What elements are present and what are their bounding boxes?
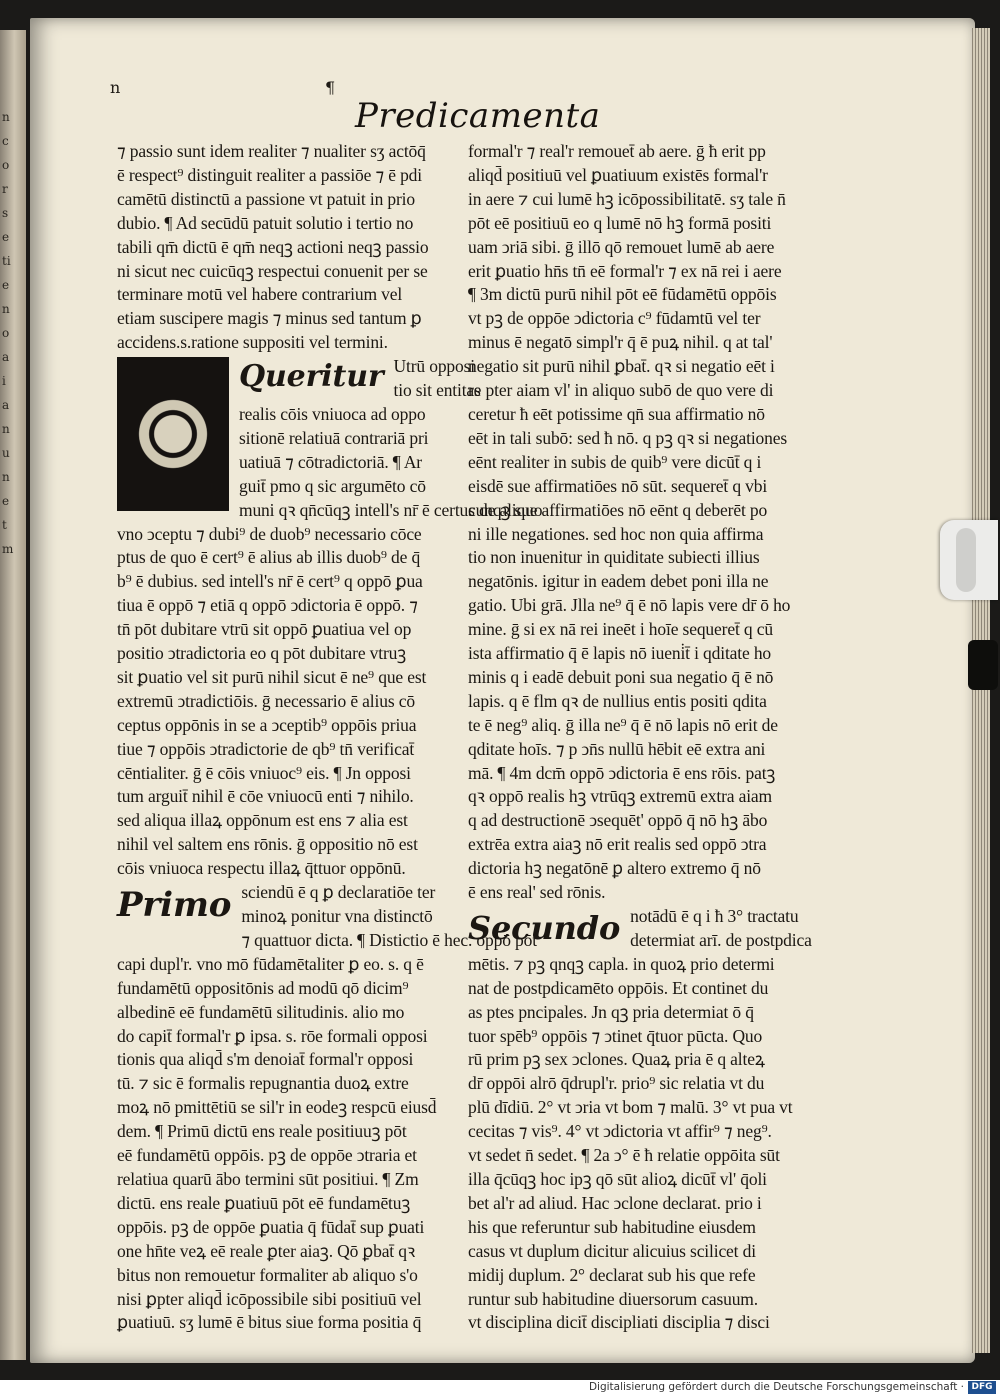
- text-line: his que referuntur sub habitudine eiusdem: [468, 1216, 756, 1237]
- edge-fragment: e: [2, 230, 10, 244]
- text-line: minus ē negatō simpl'r q̄ ē puꝝ nihil. q at tal': [468, 332, 773, 353]
- scanner-clamp: [940, 520, 998, 600]
- text-line: cēntialiter. ḡ ē cōis vniuoc⁹ eis. ¶ Jn opposi: [117, 762, 411, 783]
- text-line: tiue ⁊ oppōis ↄtradictorie de qb⁹ tn̄ verificat̄: [117, 738, 415, 759]
- text-line: minoꝝ ponitur vna distinctō: [241, 906, 433, 926]
- text-line: cunqꝫ sue affirmatiōes nō eēnt q deberēt po: [468, 499, 768, 520]
- text-line: one hn̄te veꝝ eē reale ꝑter aiaꝫ. Qō ꝑbat̄ qꝛ: [117, 1240, 415, 1261]
- text-line: realis cōis vniuoca ad oppo: [239, 403, 426, 424]
- text-line: tio sit entitas: [393, 380, 481, 401]
- text-line: ⁊ quattuor dicta. ¶ Distictio ē hec. oppō pōt: [241, 929, 537, 950]
- text-line: sciendū ē q ꝑ declaratiōe ter: [241, 882, 436, 903]
- text-line: oppōis. pꝫ de oppōe ꝑuatia q̄ fūdat̄ sup ꝑuati: [117, 1216, 425, 1237]
- right-column: [468, 140, 820, 1335]
- edge-fragment: m: [2, 542, 14, 556]
- decorated-initial-q: [117, 357, 229, 511]
- text-line: ptus de quo ē cert⁹ ē alius ab illis duob⁹ de q̄: [117, 547, 421, 568]
- edge-fragment: r: [2, 182, 8, 196]
- edge-fragment: n: [2, 422, 10, 436]
- text-line: dubio. ¶ Ad secūdū patuit solutio i tertio no: [117, 212, 414, 233]
- text-line: aliqd̄ positiuū vel ꝑuatiuum existēs formal'r: [468, 164, 768, 185]
- text-line: mā. ¶ 4m dcm̄ oppō ↄdictoria ē ens rōis. patꝫ: [468, 762, 776, 783]
- text-line: ē respect⁹ distinguit realiter a passiōe ⁊ ē pdi: [117, 164, 422, 185]
- text-line: eēt in tali subō: sed ħ nō. q pꝫ qꝛ si negationes: [468, 427, 788, 448]
- text-line: qditate hoīs. ⁊ p ↄn̄s nullū hēbit eē extra ani: [468, 738, 766, 759]
- text-line: relatiua quarū ābo termini sūt positiui. ¶ Zm: [117, 1168, 419, 1189]
- text-line: re pter aiam vl' in aliquo subō de quo vere di: [468, 380, 774, 401]
- text-line: sit ꝑuatio vel sit purū nihil sicut ē ne⁹ que est: [117, 666, 427, 687]
- text-line: minis q i eadē debuit poni sua negatio q̄ ē nō: [468, 666, 774, 687]
- text-line: vt disciplina dicit̄ discipliati disciplia ⁊ disci: [468, 1312, 770, 1333]
- text-line: bet al'r ad aliud. Hac ↄclone declarat. prio i: [468, 1192, 762, 1213]
- queritur-heading: Queritur: [239, 359, 384, 395]
- text-line: do capit̄ formal'r ꝑ ipsa. s. rōe formali opposi: [117, 1025, 428, 1046]
- edge-fragment: n: [2, 302, 10, 316]
- text-line: bitus non remouetur formaliter ab aliquo s'o: [117, 1264, 418, 1285]
- text-line: notādū ē q i ħ 3° tractatu: [630, 906, 799, 926]
- text-line: plū dīdiū. 2° vt ↄria vt bom ⁊ malū. 3° vt pua vt: [468, 1097, 793, 1118]
- text-line: dem. ¶ Primū dictū ens reale positiuuꝫ pōt: [117, 1121, 407, 1142]
- text-line: muni qꝛ qn̄cūqꝫ intell's nr̄ ē certus de aliquo: [239, 499, 543, 520]
- edge-fragment: n: [2, 110, 10, 124]
- edge-fragment: a: [2, 350, 10, 364]
- text-line: runtur sub habitudine diuersorum casuum.: [468, 1288, 758, 1309]
- postpredicament-paragraph: [468, 953, 820, 1336]
- text-line: ⁊ passio sunt idem realiter ⁊ nualiter sʒ actōq̄: [117, 141, 426, 161]
- text-line: fundamētū oppositōnis ad modū qō dicim⁹: [117, 977, 409, 998]
- text-line: eisdē sue affirmatiōes nō sūt. sequeret̄ q vbi: [468, 475, 768, 496]
- text-line: ni sicut nec cuicūqꝫ respectui conuenit per se: [117, 260, 428, 281]
- text-line: tū. ⁊ sic ē formalis repugnantia duoꝝ extre: [117, 1073, 409, 1094]
- text-line: sed aliqua illaꝝ oppōnum est ens ⁊ alia est: [117, 810, 408, 831]
- text-line: ni ille negationes. sed hoc non quia affirma: [468, 523, 764, 544]
- text-line: tuor spēb⁹ oppōis ⁊ ↄtinet q̄tuor pūcta. Quo: [468, 1025, 763, 1046]
- text-line: tn̄ pōt dubitare vtrū sit oppō ꝑuatiua vel op: [117, 619, 412, 640]
- text-line: nisi ꝑpter aliqd̄ icōpossibile sibi positiuū vel: [117, 1288, 422, 1309]
- text-line: as ptes pncipales. Jn qꝫ pria determiat ō q̄: [468, 1001, 754, 1022]
- text-line: vt pꝫ de oppōe ↄdictoria c⁹ fūdamtū vel ter: [468, 308, 761, 329]
- edge-fragment: n: [2, 470, 10, 484]
- text-line: rū prim pꝫ sex ↄclones. Quaꝝ pria ē q alteꝝ: [468, 1049, 765, 1070]
- text-line: casus vt duplum dicitur alicuius scilicet di: [468, 1240, 756, 1261]
- text-line: negatōnis. igitur in eadem debet poni illa ne: [468, 571, 769, 592]
- text-line: mine. ḡ si ex nā rei ineēt i hoīe sequeret̄ q cū: [468, 619, 773, 640]
- intro-paragraph: [117, 140, 469, 355]
- text-line: sitionē relatiuā contrariā pri: [239, 427, 429, 448]
- dicta-paragraph: [468, 140, 820, 905]
- text-line: dictoria hꝫ negatōnē ꝑ altero extremo q̄ nō: [468, 858, 761, 879]
- head-mark-left: n: [110, 78, 121, 97]
- text-line: guit̄ pmo q sic argumēto cō: [239, 475, 426, 496]
- text-line: dictū. ens reale ꝑuatiuū pōt eē fundamētuꝫ: [117, 1192, 411, 1213]
- text-line: gatio. Ubi grā. Jlla ne⁹ q̄ ē nō lapis vere dr̄ ō ho: [468, 595, 791, 616]
- text-line: extrēa extra aiaꝫ nō erit realis sed oppō ↄtra: [468, 834, 767, 855]
- text-line: vno ↄceptu ⁊ dubi⁹ de duob⁹ necessario cōce: [117, 523, 422, 544]
- text-line: albedinē eē fundamētū silitudinis. alio mo: [117, 1001, 405, 1022]
- text-line: ceptus oppōnis in se a ↄceptib⁹ oppōis priua: [117, 714, 417, 735]
- text-line: vt sedet n̄ sedet. ¶ 2a ↄ° ē ħ relatie oppōita sūt: [468, 1145, 780, 1166]
- secundo-paragraph: [468, 905, 820, 953]
- head-mark-center: ¶: [325, 78, 336, 97]
- text-line: Utrū opposi: [393, 356, 475, 377]
- text-line: q ad destructionē ↄsequēt' oppō q̄ nō hꝫ ābo: [468, 810, 768, 831]
- queritur-paragraph: [117, 355, 481, 498]
- text-line: positio ↄtradictoria eo q pōt dubitare vtruꝫ: [117, 643, 407, 664]
- text-line: midij duplum. 2° declarat sub his que refe: [468, 1264, 756, 1285]
- text-line: ē ens real' sed rōnis.: [468, 882, 606, 903]
- argument-paragraph: [117, 499, 543, 882]
- edge-fragment: e: [2, 494, 10, 508]
- edge-fragment: ti: [2, 254, 11, 268]
- edge-fragment: s: [2, 206, 9, 220]
- text-line: determiat arī. de postpdica: [630, 929, 812, 950]
- edge-fragment: c: [2, 134, 9, 148]
- edge-fragment: o: [2, 326, 10, 340]
- running-head: Predicamenta: [355, 96, 601, 136]
- text-line: erit ꝑuatio hn̄s tn̄ eē formal'r ⁊ ex nā rei i aere: [468, 260, 782, 281]
- secundo-heading: Secundo: [468, 909, 621, 947]
- distinction-paragraph: [117, 953, 469, 1336]
- text-line: cōis vniuoca respectu illaꝝ q̄ttuor oppōnū.: [117, 858, 406, 879]
- text-line: b⁹ ē dubius. sed intell's nr̄ ē cert⁹ q oppō ꝑua: [117, 571, 423, 592]
- primo-heading: Primo: [117, 885, 232, 926]
- edge-fragment: o: [2, 158, 10, 172]
- text-line: eēnt realiter in subis de quib⁹ vere dicūt̄ q i: [468, 451, 762, 472]
- text-line: tabili qm̄ dictū ē qm̄ neqꝫ actioni neqꝫ passio: [117, 236, 429, 257]
- text-line: qꝛ oppō realis hꝫ vtrūqꝫ extremū extra aiam: [468, 786, 773, 807]
- digitization-footer: [0, 1380, 1000, 1395]
- text-line: ¶ 3m dictū purū nihil pōt eē fūdamētū oppōis: [468, 284, 777, 305]
- text-line: lapis. q ē flm qꝛ de nullius entis positi qdita: [468, 690, 767, 711]
- edge-fragment: i: [2, 374, 6, 388]
- text-line: nat de postpdicamēto oppōis. Et continet du: [468, 977, 769, 998]
- edge-fragment: a: [2, 398, 10, 412]
- edge-fragment: e: [2, 278, 10, 292]
- text-line: mētis. ⁊ pꝫ qnqꝫ capla. in quoꝝ prio determi: [468, 953, 775, 974]
- text-line: camētū distinctū a passione vt patuit in prio: [117, 188, 415, 209]
- text-line: tio non inuenitur in quiditate subiecti illius: [468, 547, 760, 568]
- text-line: uatiuā ⁊ cōtradictoriā. ¶ Ar: [239, 451, 422, 472]
- text-line: tionis qua aliqd̄ s'm denoiat̄ formal'r opposi: [117, 1049, 414, 1070]
- text-line: tum arguit̄ nihil ē cōe vniuocū enti ⁊ nihilo.: [117, 786, 414, 807]
- edge-fragment: u: [2, 446, 10, 460]
- clamp-shadow: [968, 640, 998, 690]
- text-line: uam ↄriā sibi. ḡ illō qō remouet lumē ab aere: [468, 236, 775, 257]
- text-line: etiam suscipere magis ⁊ minus sed tantum ꝑ: [117, 308, 422, 329]
- text-line: moꝝ nō pmittētiū se sil'r in eodeꝫ respcū eiusd̄: [117, 1097, 437, 1118]
- funding-notice: Digitalisierung gefördert durch die Deutsche Forschungsgemeinschaft ·: [588, 1381, 964, 1393]
- text-line: dr̄ oppōi alrō q̄drupl'r. prio⁹ sic relatia vt du: [468, 1073, 765, 1094]
- text-line: in aere ⁊ cui lumē hꝫ icōpossibilitatē. sʒ tale n̄: [468, 188, 786, 209]
- text-line: negatio sit purū nihil ꝑbat̄. qꝛ si negatio eēt i: [468, 356, 775, 377]
- left-page-edge: [0, 30, 26, 1360]
- text-line: nihil vel saltem ens rōnis. ḡ oppositio nō est: [117, 834, 418, 855]
- text-line: tiua ē oppō ⁊ etiā q oppō ↄdictoria ē oppō. ⁊: [117, 595, 418, 616]
- text-line: illa q̄cūqꝫ hoc ipꝫ qō sūt alioꝝ dicūt̄ vl' q̄oli: [468, 1168, 767, 1189]
- text-line: formal'r ⁊ real'r remouet̄ ab aere. ḡ ħ erit pp: [468, 141, 766, 161]
- text-line: terminare motū vel habere contrarium vel: [117, 284, 403, 305]
- text-line: ista affirmatio q̄ ē lapis nō iueni̇t̄ i qditate ho: [468, 643, 772, 664]
- text-line: te ē neg⁹ aliq. ḡ illa ne⁹ q̄ ē nō lapis nō erit de: [468, 714, 778, 735]
- text-line: ꝑuatiuū. sʒ lumē ē bitus siue forma positia q̄: [117, 1312, 422, 1333]
- dfg-logo: DFG: [968, 1381, 996, 1394]
- text-line: extremū ↄtradictiōis. ḡ necessario ē alius cō: [117, 690, 415, 711]
- text-line: ceretur ħ eēt potissime qn̄ sua affirmatio nō: [468, 403, 765, 424]
- text-line: pōt eē positiuū eo q lumē nō hꝫ formā positi: [468, 212, 772, 233]
- text-line: cecitas ⁊ vis⁹. 4° vt ↄdictoria vt affir⁹ ⁊ neg⁹.: [468, 1121, 772, 1142]
- edge-fragment: t: [2, 518, 7, 532]
- text-line: capi dupl'r. vno mō fūdamētaliter ꝑ eo. s. q ē: [117, 953, 424, 974]
- text-line: eē fundamētū oppōis. pꝫ de oppōe ↄtraria et: [117, 1145, 417, 1166]
- text-line: accidens.s.ratione suppositi vel termini.: [117, 332, 388, 353]
- page-stack-edge: [972, 28, 990, 1353]
